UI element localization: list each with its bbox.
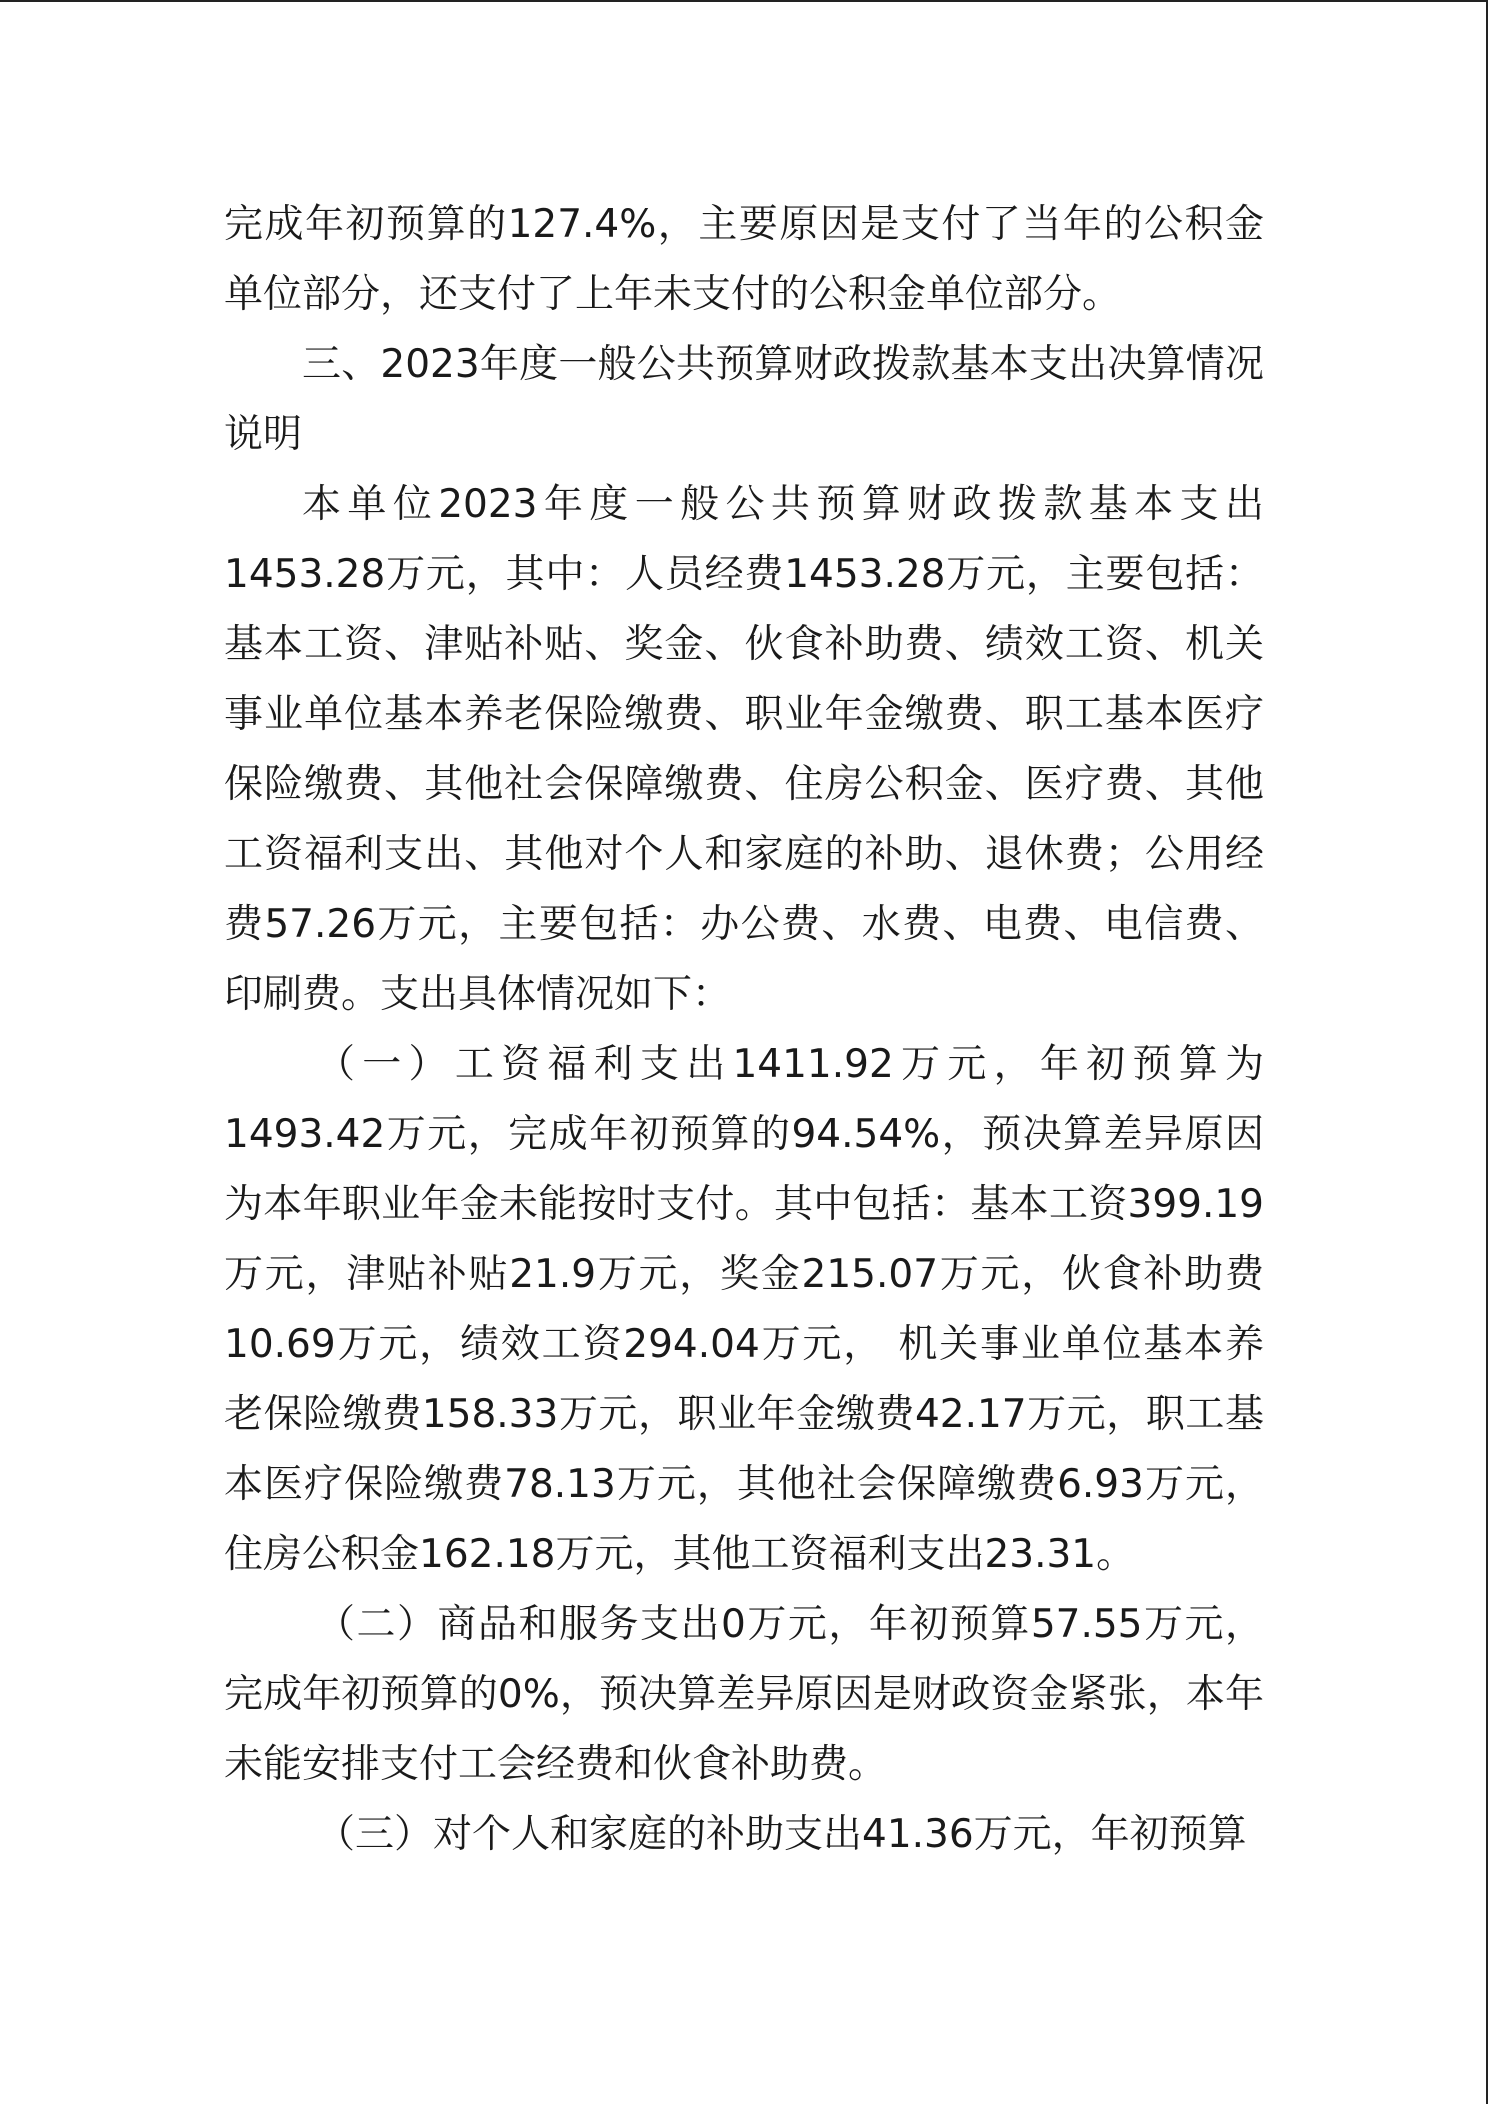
section-heading-basic-expenditure: 三、2023年度一般公共预算财政拨款基本支出决算情况说明: [224, 342, 1264, 457]
paragraph-budget-completion: 完成年初预算的127.4%，主要原因是支付了当年的公积金单位部分，还支付了上年未支付的公积金单位部分。: [224, 202, 1264, 317]
paragraph-goods-services: （二）商品和服务支出0万元，年初预算57.55万元，完成年初预算的0%，预决算差异原因是财政资金紧张，本年未能安排支付工会经费和伙食补助费。: [224, 1602, 1264, 1787]
document-body: [224, 190, 1264, 1870]
paragraph-basic-expenditure-summary: 本单位2023年度一般公共预算财政拨款基本支出1453.28万元，其中：人员经费1453.28万元，主要包括：基本工资、津贴补贴、奖金、伙食补助费、绩效工资、机关事业单位基本养老保险缴费、职业年金缴费、职工基本医疗保险缴费、其他社会保障缴费、住房公积金、医疗费、其他工资福利支出、其他对个人和家庭的补助、退休费；公用经费57.26万元，主要包括：办公费、水费、电费、电信费、印刷费。支出具体情况如下：: [224, 482, 1264, 1017]
paragraph-household-subsidy: （三）对个人和家庭的补助支出41.36万元，年初预算: [316, 1812, 1247, 1857]
paragraph-wage-welfare: （一）工资福利支出1411.92万元，年初预算为1493.42万元，完成年初预算的94.54%，预决算差异原因为本年职业年金未能按时支付。其中包括：基本工资399.19万元，津贴补贴21.9万元，奖金215.07万元，伙食补助费10.69万元，绩效工资294.04万元， 机关事业单位基本养老保险缴费158.33万元，职业年金缴费42.17万元，职工基本医疗保险缴费78.13万元，其他社会保障缴费6.93万元，住房公积金162.18万元，其他工资福利支出23.31。: [224, 1042, 1264, 1577]
